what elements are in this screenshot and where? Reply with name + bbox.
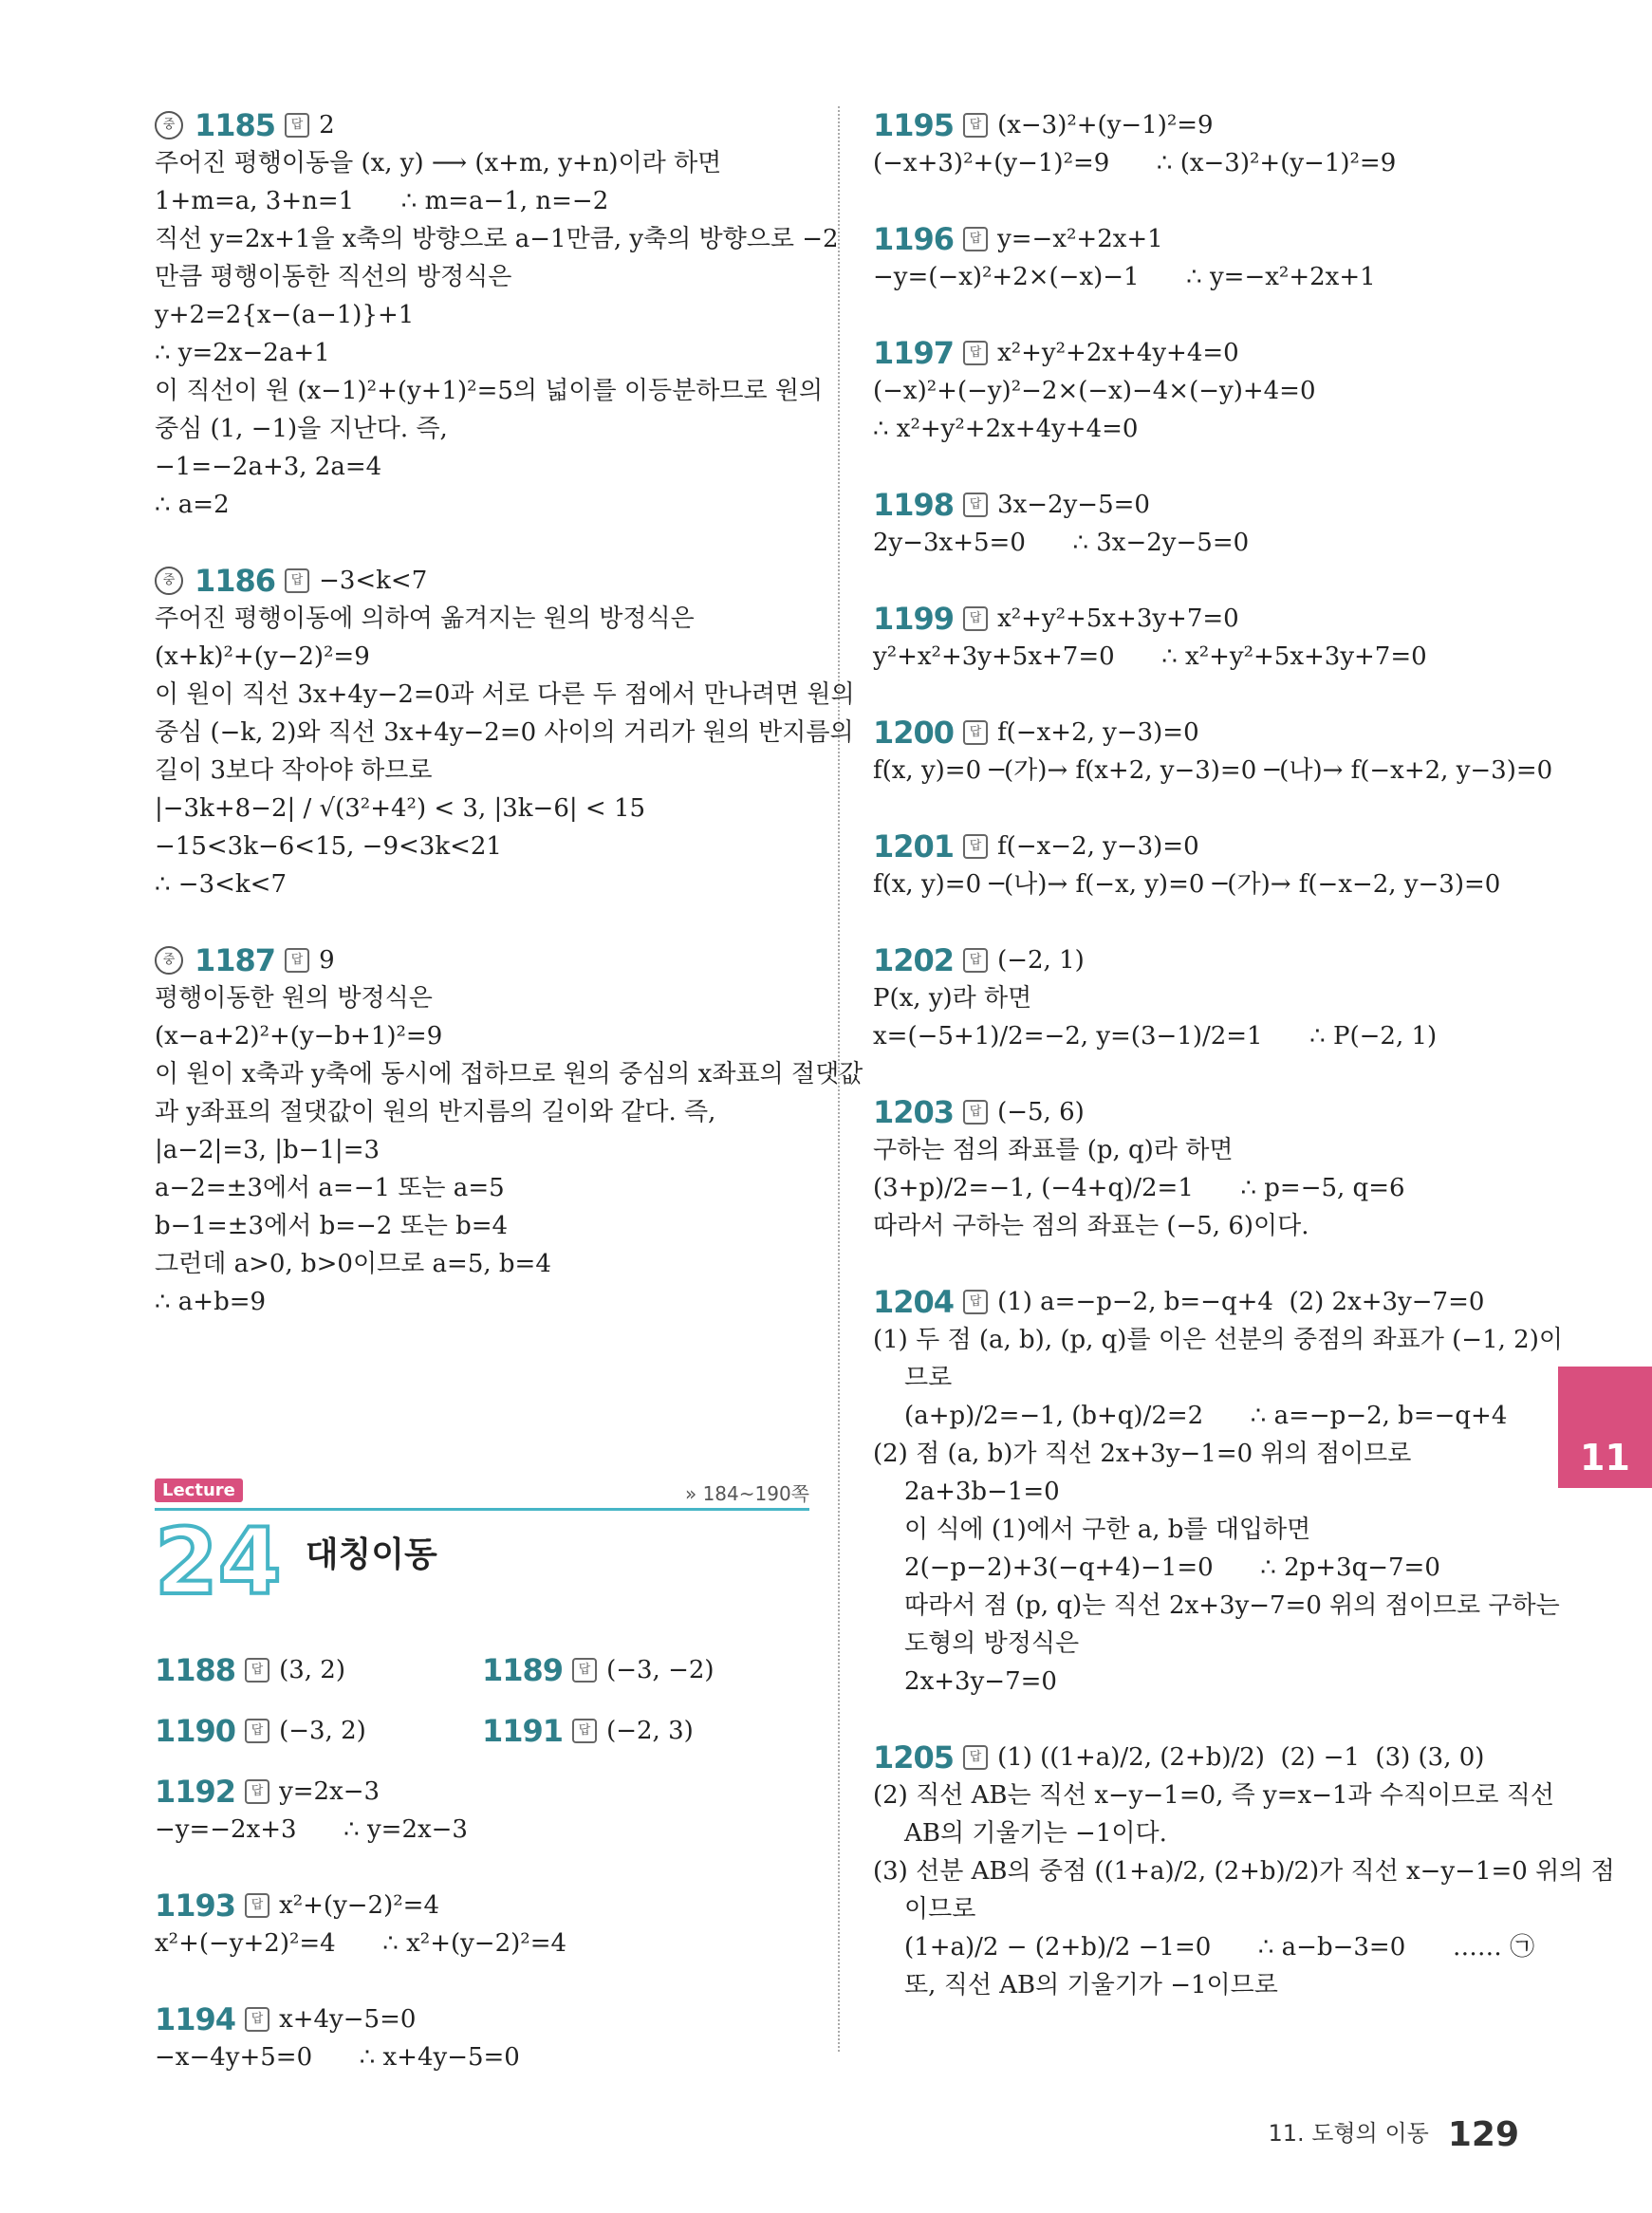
solution-line: y²+x²+3y+5x+7=0 ∴ x²+y²+5x+3y+7=0	[873, 642, 1427, 671]
problem-header	[155, 1887, 809, 1925]
problem-block	[873, 828, 1537, 903]
problem-number: 1193	[155, 1888, 236, 1924]
problem-block	[155, 2000, 809, 2076]
problem-block	[873, 600, 1537, 676]
answer-icon: 답	[245, 2007, 269, 2032]
problem-number: 1197	[873, 335, 955, 371]
problem-number: 1187	[195, 942, 276, 978]
answer-icon: 답	[245, 1779, 269, 1804]
answer-icon: 답	[963, 1745, 988, 1770]
solution-line: 주어진 평행이동을 (x, y) ⟶ (x+m, y+n)이라 하면	[155, 149, 722, 177]
page-number: 129	[1447, 2114, 1519, 2154]
solution-line: 2(−p−2)+3(−q+4)−1=0 ∴ 2p+3q−7=0	[873, 1553, 1440, 1582]
solution-line: 따라서 구하는 점의 좌표는 (−5, 6)이다.	[873, 1212, 1309, 1240]
lecture-page-range: » 184~190쪽	[684, 1482, 809, 1505]
answer-icon: 답	[245, 1719, 269, 1743]
solution-line: ∴ y=2x−2a+1	[155, 339, 330, 367]
problem-block	[155, 106, 839, 524]
difficulty-badge: 중	[155, 567, 183, 595]
problem-number: 1192	[155, 1774, 236, 1810]
problem-answer: (x−3)²+(y−1)²=9	[997, 111, 1214, 139]
solution-line: (1) 두 점 (a, b), (p, q)를 이은 선분의 중점의 좌표가 (−1, 2)이	[873, 1326, 1563, 1354]
solution-line: (−x+3)²+(y−1)²=9 ∴ (x−3)²+(y−1)²=9	[873, 149, 1397, 177]
left-column	[155, 106, 863, 1359]
problem-number: 1205	[873, 1739, 955, 1776]
solution-line: −1=−2a+3, 2a=4	[155, 453, 382, 481]
problem-header	[873, 334, 1537, 372]
problem-header	[873, 106, 1537, 144]
problem-header	[155, 2000, 809, 2038]
problem-block	[873, 106, 1537, 182]
answer-icon: 답	[963, 1100, 988, 1125]
problem-answer: x²+y²+2x+4y+4=0	[997, 339, 1239, 367]
problem-answer: −3<k<7	[319, 567, 428, 595]
solution-line: 과 y좌표의 절댓값이 원의 반지름의 길이와 같다. 즉,	[155, 1098, 716, 1126]
answer-icon: 답	[572, 1719, 597, 1743]
problem-header	[873, 941, 1537, 979]
problem-header	[155, 1773, 809, 1811]
answer-icon: 답	[285, 568, 309, 593]
solution-line: 평행이동한 원의 방정식은	[155, 984, 433, 1013]
problem-block	[873, 1283, 1563, 1701]
problem-number: 1201	[873, 828, 955, 865]
solution-line: (a+p)/2=−1, (b+q)/2=2 ∴ a=−p−2, b=−q+4	[873, 1402, 1508, 1430]
problem-block	[155, 562, 855, 903]
problem-number: 1189	[482, 1652, 564, 1688]
problem-block	[873, 714, 1553, 790]
solution-line: f(x, y)=0 ─(나)→ f(−x, y)=0 ─(가)→ f(−x−2, y−3)=0	[873, 870, 1501, 899]
problem-block	[873, 486, 1537, 562]
solution-line: x²+(−y+2)²=4 ∴ x²+(y−2)²=4	[155, 1929, 567, 1958]
solution-line: 이 원이 직선 3x+4y−2=0과 서로 다른 두 점에서 만나려면 원의	[155, 680, 855, 709]
solution-line: |−3k+8−2| / √(3²+4²) < 3, |3k−6| < 15	[155, 794, 646, 823]
answer-icon: 답	[572, 1658, 597, 1683]
solution-line: 주어진 평행이동에 의하여 옮겨지는 원의 방정식은	[155, 604, 695, 633]
short-answer-cell	[155, 1651, 482, 1689]
problem-answer: (−2, 1)	[997, 946, 1085, 975]
solution-line: 2a+3b−1=0	[873, 1478, 1060, 1506]
answer-icon: 답	[963, 834, 988, 859]
problem-header	[155, 1651, 482, 1689]
solution-line: 구하는 점의 좌표를 (p, q)라 하면	[873, 1136, 1234, 1164]
problem-number: 1198	[873, 487, 955, 523]
solution-line: 이 직선이 원 (x−1)²+(y+1)²=5의 넓이를 이등분하므로 원의	[155, 377, 824, 405]
solution-line: 직선 y=2x+1을 x축의 방향으로 a−1만큼, y축의 방향으로 −2	[155, 225, 839, 253]
solution-line: ∴ a=2	[155, 491, 230, 519]
solution-line: −x−4y+5=0 ∴ x+4y−5=0	[155, 2043, 520, 2072]
answer-icon: 답	[963, 720, 988, 745]
problem-answer: (−3, −2)	[606, 1656, 715, 1684]
solution-line: −y=(−x)²+2×(−x)−1 ∴ y=−x²+2x+1	[873, 263, 1376, 291]
solution-line: 그런데 a>0, b>0이므로 a=5, b=4	[155, 1250, 551, 1278]
problem-header	[873, 714, 1537, 752]
answer-icon: 답	[963, 493, 988, 517]
problem-header	[873, 1739, 1537, 1776]
short-answers	[155, 1651, 809, 2114]
problem-number: 1188	[155, 1652, 236, 1688]
problem-answer: (−3, 2)	[279, 1717, 366, 1745]
answer-icon: 답	[245, 1658, 269, 1683]
problem-block	[873, 220, 1537, 296]
problem-header	[155, 1712, 482, 1750]
answer-icon: 답	[963, 1290, 988, 1314]
answer-icon: 답	[963, 227, 988, 251]
answer-icon: 답	[963, 948, 988, 973]
problem-number: 1199	[873, 601, 955, 637]
problem-header	[482, 1712, 809, 1750]
problem-number: 1191	[482, 1713, 564, 1749]
solution-line: (2) 직선 AB는 직선 x−y−1=0, 즉 y=x−1과 수직이므로 직선	[873, 1781, 1554, 1810]
answer-icon: 답	[963, 341, 988, 365]
answer-icon: 답	[285, 113, 309, 138]
solution-line: 1+m=a, 3+n=1 ∴ m=a−1, n=−2	[155, 187, 609, 215]
solution-line: 므로	[873, 1364, 953, 1392]
problem-header	[873, 486, 1537, 524]
problem-number: 1200	[873, 715, 955, 751]
answer-icon: 답	[245, 1893, 269, 1918]
solution-line: ∴ a+b=9	[155, 1288, 267, 1316]
solution-line: 2y−3x+5=0 ∴ 3x−2y−5=0	[873, 529, 1250, 557]
solution-line: 도형의 방정식은	[873, 1629, 1080, 1658]
short-answer-cell	[482, 1712, 809, 1750]
problem-answer: (1) ((1+a)/2, (2+b)/2) (2) −1 (3) (3, 0)	[997, 1743, 1485, 1772]
lecture-number: 24	[155, 1509, 282, 1615]
solution-line: ∴ −3<k<7	[155, 870, 288, 899]
problem-number: 1196	[873, 221, 955, 257]
footer-chapter: 11. 도형의 이동	[1268, 2120, 1429, 2147]
problem-number: 1186	[195, 563, 276, 599]
solution-line: −15<3k−6<15, −9<3k<21	[155, 832, 502, 861]
problem-answer: x+4y−5=0	[279, 2005, 417, 2034]
solution-line: (3+p)/2=−1, (−4+q)/2=1 ∴ p=−5, q=6	[873, 1174, 1405, 1202]
problem-answer: 2	[319, 111, 335, 139]
solution-line: AB의 기울기는 −1이다.	[873, 1819, 1167, 1848]
problem-number: 1202	[873, 942, 955, 978]
answer-pair-row	[155, 1712, 809, 1750]
problem-block	[873, 1093, 1537, 1245]
problem-header	[155, 106, 809, 144]
answer-icon: 답	[963, 606, 988, 631]
solution-line: 중심 (−k, 2)와 직선 3x+4y−2=0 사이의 거리가 원의 반지름의	[155, 718, 854, 747]
problem-header	[482, 1651, 809, 1689]
problem-number: 1203	[873, 1094, 955, 1130]
lecture-title: 대칭이동	[305, 1535, 437, 1574]
answer-pair-row	[155, 1651, 809, 1689]
problem-header	[873, 1283, 1537, 1321]
solution-line: 또, 직선 AB의 기울기가 −1이므로	[873, 1971, 1278, 1999]
problem-answer: x²+y²+5x+3y+7=0	[997, 604, 1239, 633]
problem-answer: f(−x+2, y−3)=0	[997, 718, 1199, 747]
problem-header	[155, 562, 809, 600]
solution-line: −y=−2x+3 ∴ y=2x−3	[155, 1815, 468, 1844]
chapter-side-tab: 11	[1558, 1367, 1652, 1488]
problem-header	[873, 220, 1537, 258]
problem-number: 1204	[873, 1284, 955, 1320]
problem-answer: 3x−2y−5=0	[997, 491, 1150, 519]
solution-line: (−x)²+(−y)²−2×(−x)−4×(−y)+4=0	[873, 377, 1316, 405]
problem-answer: (−5, 6)	[997, 1098, 1085, 1126]
answer-icon: 답	[963, 113, 988, 138]
answer-icon: 답	[285, 948, 309, 973]
problem-answer: 9	[319, 946, 335, 975]
solution-line: y+2=2{x−(a−1)}+1	[155, 301, 415, 329]
solution-line: x=(−5+1)/2=−2, y=(3−1)/2=1 ∴ P(−2, 1)	[873, 1022, 1438, 1051]
solution-line: (x+k)²+(y−2)²=9	[155, 642, 370, 671]
problem-answer: y=−x²+2x+1	[997, 225, 1163, 253]
problem-header	[155, 941, 809, 979]
solution-line: 만큼 평행이동한 직선의 방정식은	[155, 263, 512, 291]
solution-line: ∴ x²+y²+2x+4y+4=0	[873, 415, 1139, 443]
solution-line: 이 식에 (1)에서 구한 a, b를 대입하면	[873, 1516, 1311, 1544]
problem-header	[873, 828, 1537, 865]
problem-answer: y=2x−3	[279, 1777, 381, 1806]
problem-header	[873, 1093, 1537, 1131]
problem-answer: x²+(y−2)²=4	[279, 1891, 439, 1920]
problem-block	[155, 1773, 809, 1849]
solution-line: 길이 3보다 작아야 하므로	[155, 756, 433, 785]
right-column	[873, 106, 1615, 2042]
problem-number: 1190	[155, 1713, 236, 1749]
difficulty-badge: 중	[155, 946, 183, 975]
solution-line: (1+a)/2 − (2+b)/2 −1=0 ∴ a−b−3=0 …… ㉠	[873, 1933, 1535, 1962]
solution-line: 2x+3y−7=0	[873, 1667, 1057, 1696]
problem-number: 1195	[873, 107, 955, 143]
lecture-header	[155, 1478, 809, 1615]
problem-answer: (−2, 3)	[606, 1717, 694, 1745]
short-answer-cell	[155, 1712, 482, 1750]
problem-block	[155, 1887, 809, 1962]
short-answer-cell	[482, 1651, 809, 1689]
solution-line: 중심 (1, −1)을 지난다. 즉,	[155, 415, 448, 443]
problem-block	[155, 941, 863, 1321]
problem-answer: (3, 2)	[279, 1656, 345, 1684]
problem-number: 1194	[155, 2001, 236, 2037]
solution-line: a−2=±3에서 a=−1 또는 a=5	[155, 1174, 505, 1202]
solution-line: (x−a+2)²+(y−b+1)²=9	[155, 1022, 443, 1051]
problem-number: 1185	[195, 107, 276, 143]
difficulty-badge: 중	[155, 111, 183, 139]
lecture-tag: Lecture	[155, 1478, 243, 1502]
page-footer	[1268, 2114, 1519, 2154]
solution-line: b−1=±3에서 b=−2 또는 b=4	[155, 1212, 509, 1240]
solution-line: 이므로	[873, 1895, 976, 1924]
solution-line: (3) 선분 AB의 중점 ((1+a)/2, (2+b)/2)가 직선 x−y−1=0 위의 점	[873, 1857, 1615, 1886]
problem-answer: f(−x−2, y−3)=0	[997, 832, 1199, 861]
problem-header	[873, 600, 1537, 638]
problem-answer: (1) a=−p−2, b=−q+4 (2) 2x+3y−7=0	[997, 1288, 1485, 1316]
solution-line: 따라서 점 (p, q)는 직선 2x+3y−7=0 위의 점이므로 구하는	[873, 1591, 1560, 1620]
solution-line: f(x, y)=0 ─(가)→ f(x+2, y−3)=0 ─(나)→ f(−x+2, y−3)=0	[873, 756, 1553, 785]
solution-line: 이 원이 x축과 y축에 동시에 접하므로 원의 중심의 x좌표의 절댓값	[155, 1060, 863, 1088]
solution-line: |a−2|=3, |b−1|=3	[155, 1136, 381, 1164]
problem-block	[873, 941, 1537, 1055]
solution-line: (2) 점 (a, b)가 직선 2x+3y−1=0 위의 점이므로	[873, 1440, 1412, 1468]
problem-block	[873, 1739, 1615, 2004]
problem-block	[873, 334, 1537, 448]
solution-line: P(x, y)라 하면	[873, 984, 1032, 1013]
